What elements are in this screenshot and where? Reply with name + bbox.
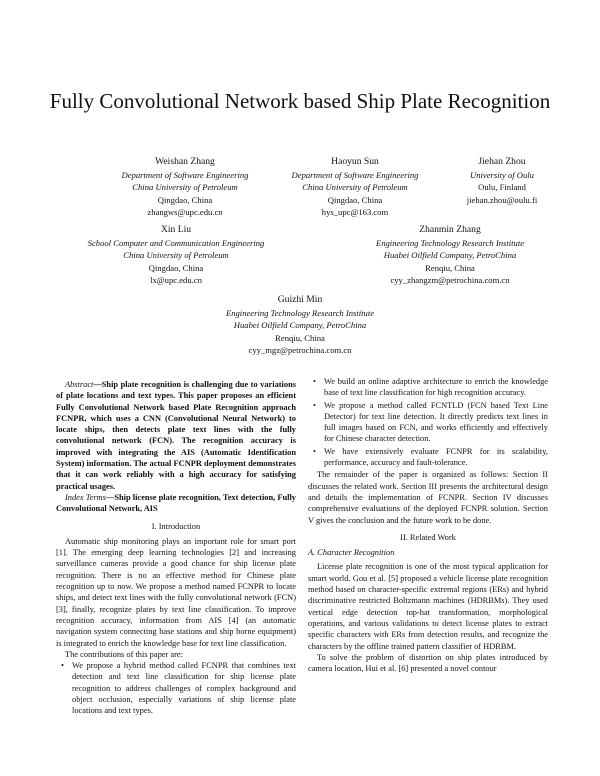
author-city: Renqiu, China bbox=[275, 332, 325, 343]
list-item: • We build an online adaptive architecture to enrich the knowledge base of text line classification for high recognition accuracy. bbox=[313, 377, 548, 398]
abstract-label: Abstract bbox=[65, 380, 94, 389]
author-email: cyy_mgz@petrochina.com.cn bbox=[248, 345, 352, 356]
author-org: China University of Petroleum bbox=[132, 182, 238, 193]
author-name: Jiehan Zhou bbox=[478, 156, 526, 167]
related-paragraph: To solve the problem of distortion on ship plates introduced by camera location, Hui et al. [6] presented a novel contour bbox=[308, 652, 548, 674]
index-terms-text: —Ship license plate recognition, Text detection, Fully Convolutional Network, AIS bbox=[56, 492, 296, 514]
abstract-text: —Ship plate recognition is challenging due to variations of plate locations and text types. This paper proposes an efficient Fully Convolutional Network based Plate Recognition approach FCNPR, which uses a CNN (Convolutional Neural Network) to locate ships, then detects plate text lines with the fully convolutional network (FCN). The recognition accuracy is improved with integrating the AIS (Automatic Identification System) information. The actual FCNPR deployment demonstrates that it can work reliably with a high accuracy for satisfying practical usages. bbox=[56, 380, 296, 491]
author-email: jiehan.zhou@oulu.fi bbox=[466, 194, 538, 205]
bullet-icon: • bbox=[61, 661, 64, 671]
list-item: • We have extensively evaluate FCNPR for its scalability, performance, accuracy and fault-tolerance. bbox=[313, 446, 548, 468]
author-name: Zhanmin Zhang bbox=[419, 224, 481, 235]
list-item: • We propose a hybrid method called FCNPR that combines text detection and text line classification for ship license plate recognition to address challenges of complex background and object occlusion, especially variations of ship license plate locations and text types. bbox=[61, 661, 296, 716]
author-dept: Department of Software Engineering bbox=[291, 169, 419, 180]
author-name: Guizhi Min bbox=[277, 294, 323, 305]
author-email: cyy_zhangzm@petrochina.com.cn bbox=[390, 275, 510, 286]
author-city: Qingdao, China bbox=[148, 262, 204, 273]
author-name: Haoyun Sun bbox=[331, 156, 379, 167]
paper-title: Fully Convolutional Network based Ship Plate Recognition bbox=[49, 89, 551, 113]
author-org: Oulu, Finland bbox=[478, 182, 526, 193]
author-org: China University of Petroleum bbox=[123, 250, 229, 261]
author-city: Renqiu, China bbox=[425, 262, 475, 273]
author-dept: Engineering Technology Research Institute bbox=[225, 307, 375, 318]
right-column bbox=[308, 376, 548, 674]
list-item: • We propose a method called FCNTLD (FCN based Text Line Detector) for text line detection. It directly predicts text lines in full images based on FCN, and works efficiently and effectively for Chinese character detection. bbox=[313, 400, 548, 444]
author-block bbox=[180, 294, 420, 357]
bullet-icon: • bbox=[313, 446, 316, 456]
bullet-icon: • bbox=[313, 377, 316, 386]
index-terms bbox=[56, 492, 296, 515]
author-block bbox=[432, 156, 572, 206]
author-city: Qingdao, China bbox=[157, 194, 213, 205]
author-dept: University of Oulu bbox=[470, 169, 534, 180]
contributions-list-left bbox=[56, 660, 296, 716]
author-dept: School Computer and Communication Engineering bbox=[87, 237, 265, 248]
abstract bbox=[56, 379, 296, 492]
left-column bbox=[56, 379, 296, 718]
author-block bbox=[36, 224, 316, 287]
author-org: China University of Petroleum bbox=[302, 182, 408, 193]
intro-paragraph: Automatic ship monitoring plays an important role for smart port [1]. The emerging deep learning technologies [2] and increasing surveillance cameras provide a good chance for ship license plate recognition. There is no an effective method for Chinese plate recognition up to now. We propose a method named FCNPR to locate ships, and detect text lines with the fully convolutional network (FCN) [3], finally, recognize plates by text line classification. To improve recognition accuracy, information from AIS [4] (an automatic navigation system connecting base stations and ship borne equipment) is integrated to enrich the knowledge base for text line classification. bbox=[56, 536, 296, 648]
section-heading-introduction: I. Introduction bbox=[151, 521, 201, 531]
author-city: Qingdao, China bbox=[327, 194, 383, 205]
contributions-lead: The contributions of this paper are: bbox=[65, 649, 183, 659]
index-terms-label: Index Terms bbox=[65, 492, 106, 502]
subsection-heading: A. Character Recognition bbox=[308, 548, 395, 558]
author-dept: Department of Software Engineering bbox=[121, 169, 249, 180]
author-email: lx@upc.edu.cn bbox=[150, 275, 202, 286]
contributions-list-right bbox=[308, 376, 548, 468]
author-org: Huabei Oilfield Company, PetroChina bbox=[233, 320, 367, 331]
author-org: Huabei Oilfield Company, PetroChina bbox=[383, 250, 517, 261]
section-heading-related-work: II. Related Work bbox=[400, 532, 456, 542]
author-email: zhangws@upc.edu.cn bbox=[147, 207, 223, 218]
author-name: Weishan Zhang bbox=[155, 156, 215, 167]
author-block bbox=[330, 224, 570, 287]
author-block bbox=[250, 156, 460, 219]
author-dept: Engineering Technology Research Institute bbox=[375, 237, 525, 248]
related-paragraph: License plate recognition is one of the most typical application for smart world. Gou et al. [5] proposed a vehicle license plate recognition method based on character-specific extremal regions (ERs) and hybrid discriminative restricted Boltzmann machines (HDRBMs). They used vertical edge detection top-hat transformation, morphological operations, and various validations to detect license plates to extract specific characters with ERs from detection results, and recognize the characters by the offline trained pattern classifier of HDRBM. bbox=[308, 562, 548, 651]
author-email: hys_upc@163.com bbox=[321, 207, 389, 218]
author-name: Xin Liu bbox=[160, 224, 192, 235]
organization-paragraph: The remainder of the paper is organized as follows: Section II discusses the related work. Section III presents the architectural design and details the implementation of FCNPR. Section IV discusses comprehensive evaluations of the deployed FCNPR solution. Section V gives the conclusion and the future work to be done. bbox=[308, 470, 548, 525]
bullet-icon: • bbox=[313, 400, 316, 410]
